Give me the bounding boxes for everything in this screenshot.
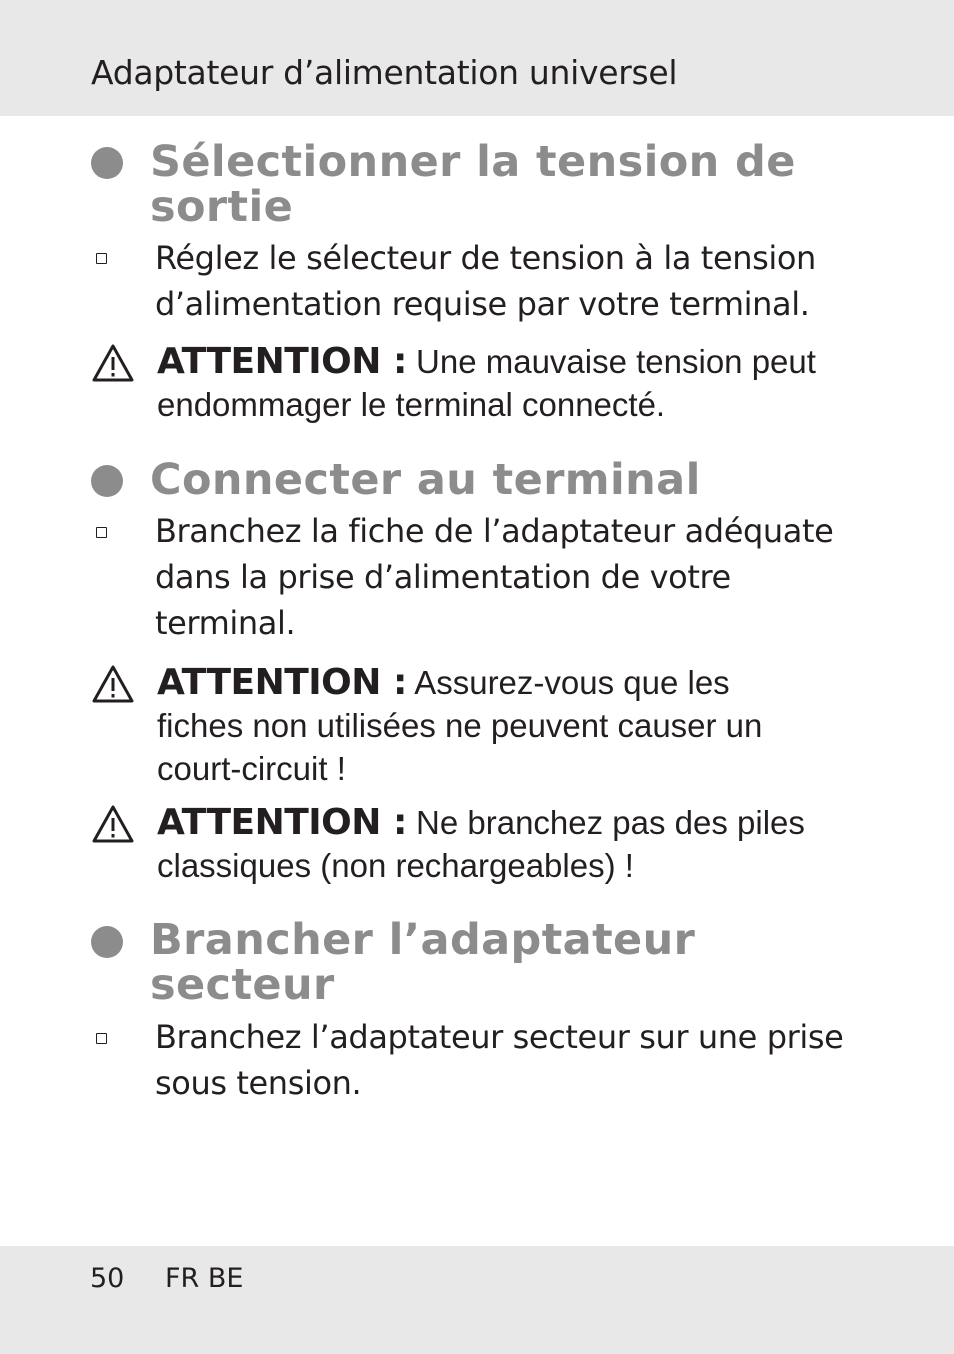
warning-label: ATTENTION :	[157, 662, 407, 703]
section-bullet-icon	[91, 926, 123, 958]
warning-label: ATTENTION :	[157, 341, 407, 382]
page-footer	[0, 1246, 954, 1354]
warning-text: Assurez-vous que les	[414, 664, 730, 701]
instruction-line: sous tension.	[155, 1064, 362, 1102]
instruction-step	[155, 508, 875, 646]
section-heading-line: Connecter au terminal	[150, 455, 701, 505]
section-heading-line: sortie	[150, 182, 294, 232]
warning-triangle-icon	[91, 804, 135, 844]
section-heading	[150, 137, 796, 232]
instruction-step	[155, 235, 875, 327]
warning-note	[157, 661, 877, 790]
instruction-step	[155, 1014, 875, 1106]
instruction-line: Branchez la fiche de l’adaptateur adéquate	[155, 512, 834, 550]
language-code: FR BE	[165, 1263, 244, 1294]
checkbox-icon	[96, 527, 107, 538]
instruction-line: Branchez l’adaptateur secteur sur une prise	[155, 1018, 844, 1056]
warning-triangle-icon	[91, 343, 135, 383]
warning-text: classiques (non rechargeables) !	[157, 847, 634, 884]
header-title: Adaptateur d’alimentation universel	[91, 53, 678, 92]
instruction-line: Réglez le sélecteur de tension à la tension	[155, 239, 816, 277]
checkbox-icon	[96, 253, 107, 264]
warning-triangle-icon	[91, 664, 135, 704]
section-heading	[150, 455, 701, 505]
warning-text: fiches non utilisées ne peuvent causer un	[157, 707, 763, 744]
page-number: 50	[90, 1263, 125, 1294]
section-heading	[150, 915, 696, 1010]
instruction-line: terminal.	[155, 604, 296, 642]
warning-note	[157, 801, 877, 887]
warning-text: endommager le terminal connecté.	[157, 386, 666, 423]
section-heading-line: Brancher l’adaptateur	[150, 915, 696, 965]
warning-text: court-circuit !	[157, 750, 346, 787]
warning-text: Une mauvaise tension peut	[416, 343, 816, 380]
warning-text: Ne branchez pas des piles	[416, 804, 805, 841]
instruction-line: d’alimentation requise par votre terminal.	[155, 285, 810, 323]
section-heading-line: Sélectionner la tension de	[150, 137, 796, 187]
instruction-line: dans la prise d’alimentation de votre	[155, 558, 731, 596]
section-bullet-icon	[91, 147, 123, 179]
section-bullet-icon	[91, 465, 123, 497]
warning-label: ATTENTION :	[157, 802, 407, 843]
section-heading-line: secteur	[150, 960, 335, 1010]
checkbox-icon	[96, 1033, 107, 1044]
warning-note	[157, 340, 877, 426]
